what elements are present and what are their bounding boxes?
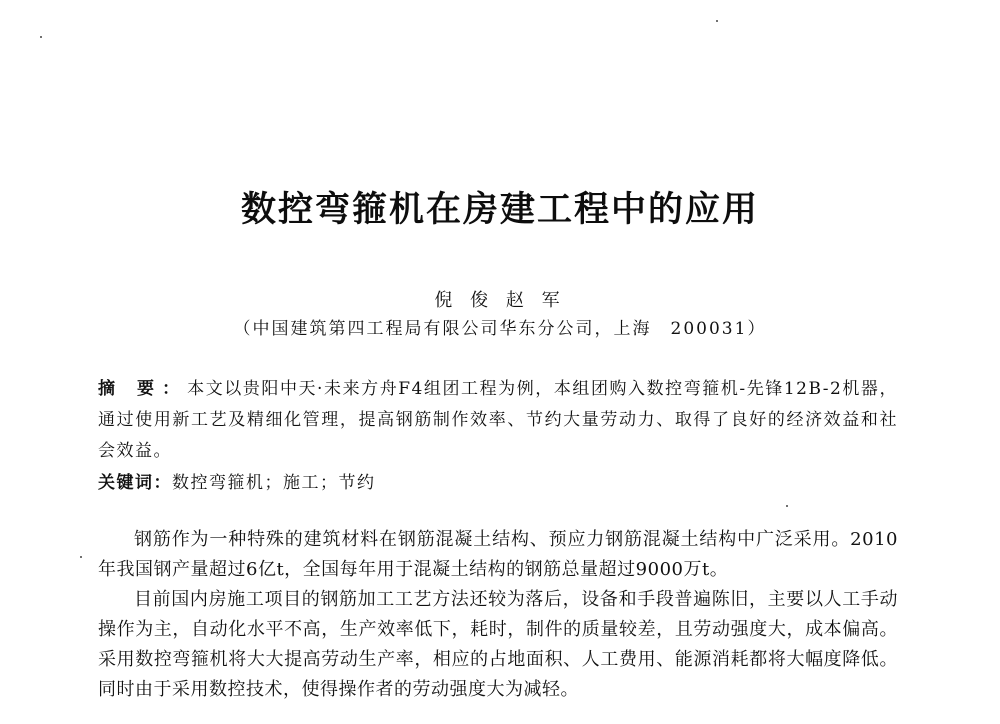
- keywords-text: 数控弯箍机；施工；节约: [172, 473, 376, 493]
- paper-title: 数控弯箍机在房建工程中的应用: [240, 190, 759, 230]
- scan-speck: [80, 556, 82, 558]
- body-text: [98, 525, 898, 705]
- keywords: [98, 468, 898, 498]
- scan-speck: [786, 505, 788, 507]
- scan-speck: [40, 36, 42, 38]
- keywords-label: 关键词：: [98, 473, 172, 493]
- scan-speck: [716, 20, 718, 22]
- authors: 倪 俊 赵 军: [434, 290, 566, 311]
- abstract-label: 摘 要：: [98, 379, 188, 399]
- abstract-text: 本文以贵阳中天·未来方舟F4组团工程为例，本组团购入数控弯箍机-先锋12B-2机器，通过使用新工艺及精细化管理，提高钢筋制作效率、节约大量劳动力、取得了良好的经济效益和社会效益。: [98, 379, 898, 461]
- affiliation: （中国建筑第四工程局有限公司华东分公司，上海 200031）: [233, 319, 767, 339]
- abstract: [98, 374, 898, 467]
- body-paragraph-2: 目前国内房施工项目的钢筋加工工艺方法还较为落后，设备和手段普遍陈旧，主要以人工手动操作为主，自动化水平不高，生产效率低下，耗时，制件的质量较差，且劳动强度大，成本偏高。采用数控弯箍机将大大提高劳动生产率，相应的占地面积、人工费用、能源消耗都将大幅度降低。同时由于采用数控技术，使得操作者的劳动强度大为减轻。: [98, 589, 898, 700]
- body-paragraph-1: 钢筋作为一种特殊的建筑材料在钢筋混凝土结构、预应力钢筋混凝土结构中广泛采用。2010年我国钢产量超过6亿t，全国每年用于混凝土结构的钢筋总量超过9000万t。: [98, 529, 898, 580]
